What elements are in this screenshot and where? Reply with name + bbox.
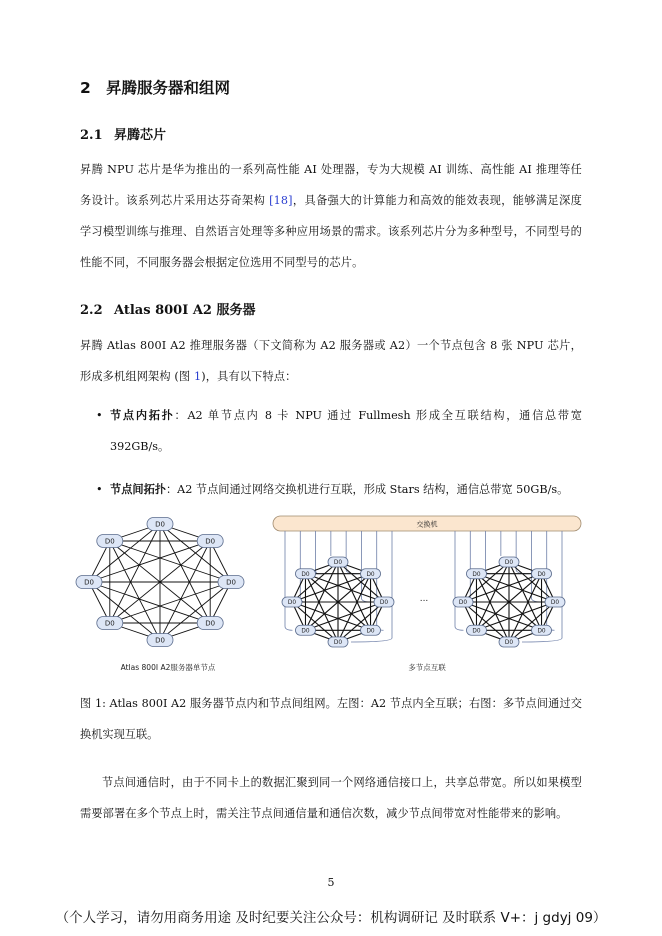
switch-label: 交换机 [416,520,438,529]
multi-node-switch-diagram [273,516,581,647]
npu-node-label: D0 [366,571,375,578]
citation-link[interactable]: [18] [269,194,293,207]
single-node-fullmesh-diagram [76,518,244,647]
npu-node-label: D0 [458,600,468,607]
subsection-heading-2-2 [80,299,255,318]
npu-node-label: D0 [366,628,375,635]
bullet-icon: • [96,409,103,422]
paragraph-text: )，具有以下特点： [201,370,297,383]
paragraph-text: 昇腾 NPU 芯片是华为推出的一系列高性能 AI 处理器，专为大规模 AI 训练、高性能 AI 推理等任务设计。该系列芯片采用达芬奇架构 [80,163,582,207]
npu-node-label: D0 [379,600,389,607]
npu-node-label: D0 [104,619,115,628]
npu-node-label: D0 [504,640,514,647]
npu-node-label: D0 [301,628,310,635]
subsection-title: 昇腾芯片 [114,128,167,143]
figure-ref-link[interactable]: 1 [193,370,202,383]
npu-node-label: D0 [226,578,236,587]
bullet-text: ：A2 单节点内 8 卡 NPU 通过 Fullmesh 形成全互联结构，通信总带宽 392GB/s。 [110,409,582,453]
npu-node-label: D0 [472,628,481,635]
right-figure-caption: 多节点互联 [408,663,446,672]
npu-node-label: D0 [333,640,343,647]
paragraph-text: 昇腾 Atlas 800I A2 推理服务器（下文简称为 A2 服务器或 A2）一个节点包含 8 张 NPU 芯片，形成多机组网架构 (图 [80,339,582,383]
network-topology-figure [0,505,662,685]
npu-node-label: D0 [155,636,165,645]
section-title: 昇腾服务器和组网 [106,79,231,97]
switch-link [285,531,292,630]
ellipsis-label: ... [419,594,429,604]
npu-node-label: D0 [537,628,546,635]
subsection-title: Atlas 800I A2 服务器 [114,303,256,318]
npu-node-label: D0 [504,560,514,567]
bullet-text: ：A2 节点间通过网络交换机进行互联，形成 Stars 结构，通信总带宽 50GB/s。 [165,483,569,496]
feature-list [80,400,582,505]
subsection-number: 2.2 [80,303,103,318]
paragraph-inter-node: 节点间通信时，由于不同卡上的数据汇聚到同一个网络通信接口上，共享总带宽。所以如果模型需要部署在多个节点上时，需关注节点间通信量和通信次数，减少节点间带宽对性能带来的影响。 [80,776,582,820]
npu-node-label: D0 [205,619,216,628]
switch-link [486,531,490,574]
switch-link [455,531,463,630]
list-item [80,474,582,505]
list-item [80,400,582,462]
npu-node-label: D0 [472,571,481,578]
section-number: 2 [80,79,91,97]
figure-caption: 图 1: Atlas 800I A2 服务器节点内和节点间组网。左图：A2 节点内全互联；右图：多节点间通过交换机实现互联。 [80,697,582,741]
switch-link [361,531,371,602]
section-heading [80,76,230,98]
subsection-number: 2.1 [80,128,103,143]
paragraph-ascend-chip [80,154,582,278]
switch-link [316,531,319,574]
npu-node-label: D0 [301,571,310,578]
npu-node-label: D0 [155,520,165,529]
npu-node-label: D0 [104,537,115,546]
npu-node-label: D0 [84,578,94,587]
subsection-heading-2-1 [80,124,166,143]
footer-note: （个人学习，请勿用商务用途 及时纪要关注公众号：机构调研记 及时联系 V+：j gdyj 09） [55,910,607,926]
switch-link [547,531,555,630]
npu-node-label: D0 [287,600,297,607]
page-number: 5 [327,876,335,889]
npu-node-label: D0 [537,571,546,578]
paragraph-atlas-server [80,330,582,392]
npu-node-label: D0 [550,600,560,607]
paragraph-text: ，具备强大的计算能力和高效的能效表现，能够满足深度学习模型训练与推理、自然语言处理等多种应用场景的需求。该系列芯片分为多种型号，不同型号的性能不同，不同服务器会根据定位选用不同型号的芯片。 [80,194,582,269]
npu-node-label: D0 [333,560,343,567]
left-figure-caption: Atlas 800I A2服务器单节点 [120,663,216,672]
npu-node-label: D0 [205,537,216,546]
bullet-icon: • [96,483,103,496]
bullet-term: 节点内拓扑 [110,409,175,422]
bullet-term: 节点间拓扑 [110,483,166,496]
